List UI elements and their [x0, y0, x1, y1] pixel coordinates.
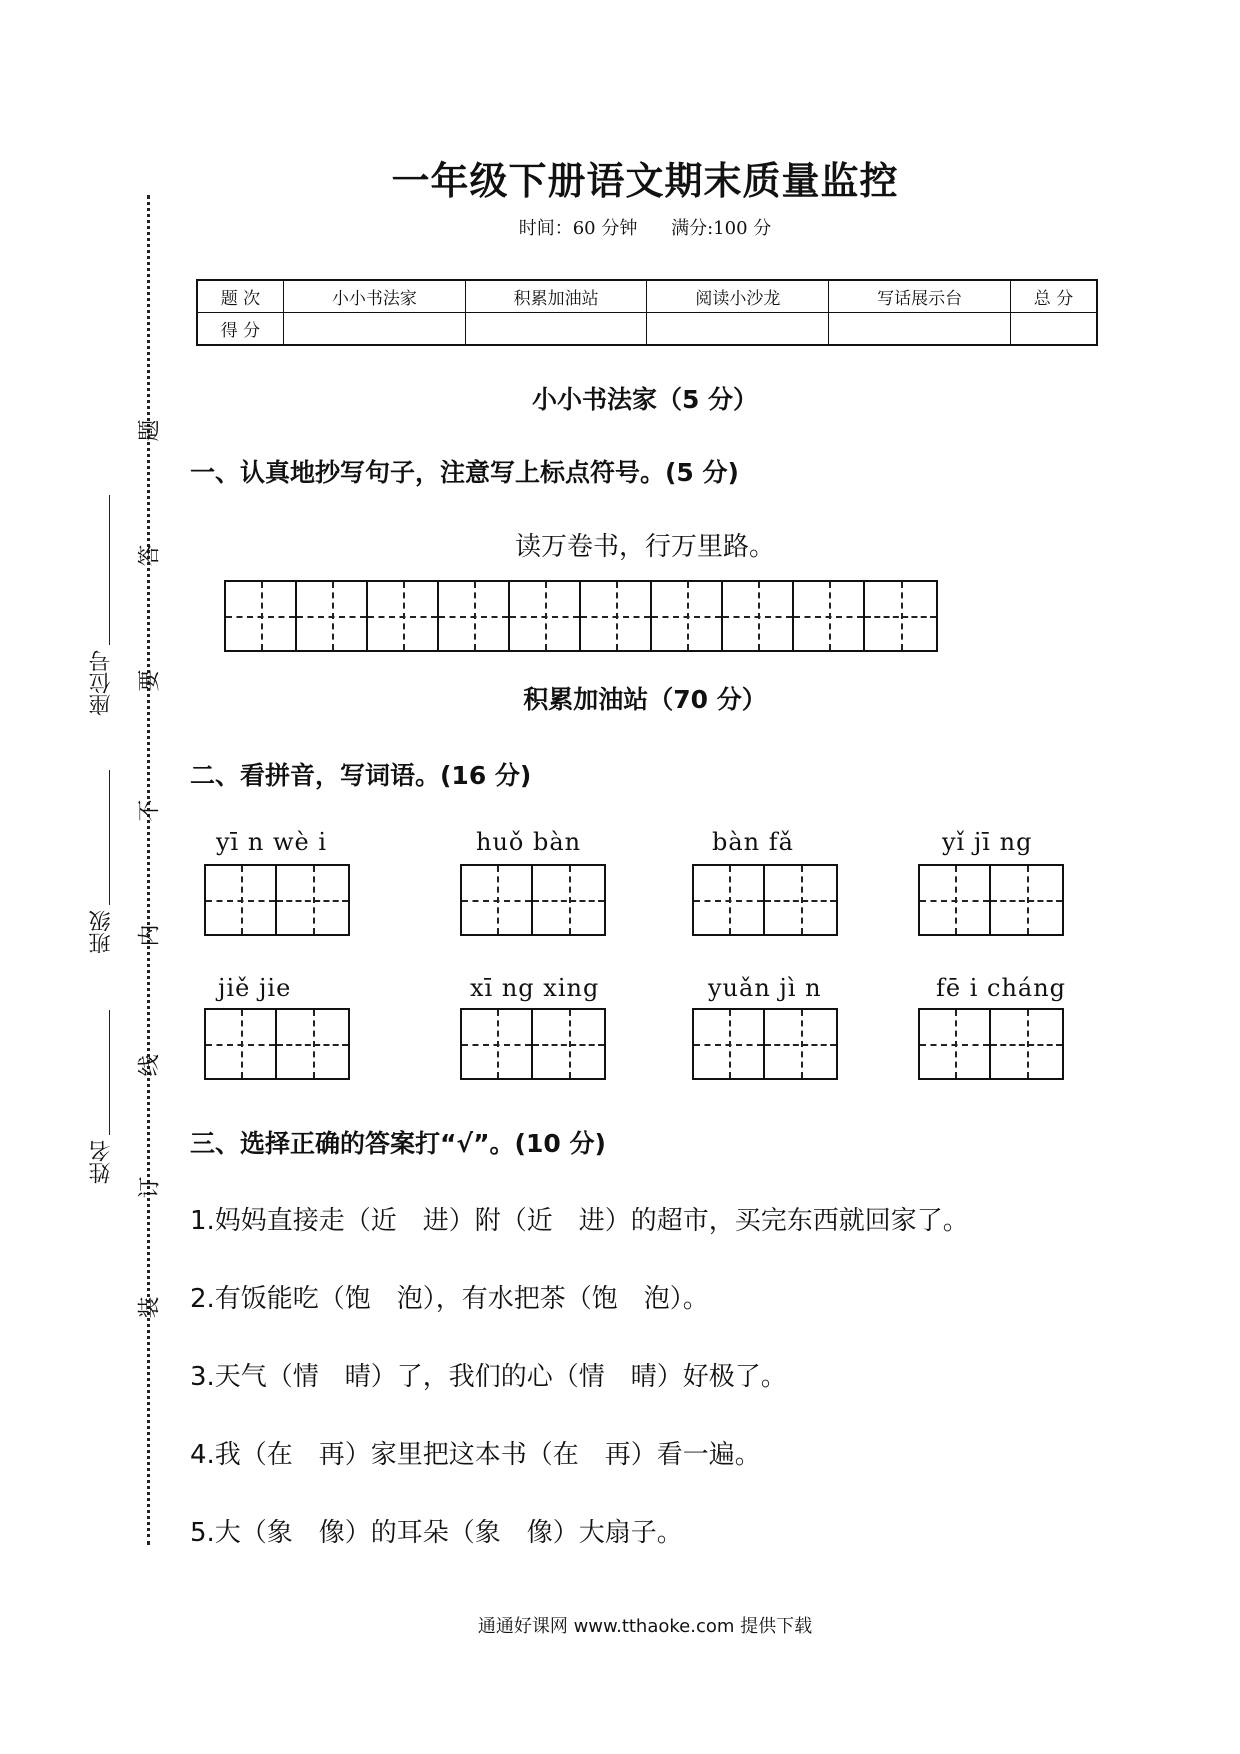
writing-cell[interactable] [462, 1010, 533, 1078]
score-table [196, 279, 1098, 346]
copy-writing-grid[interactable] [224, 580, 938, 652]
writing-cell[interactable] [694, 1010, 765, 1078]
writing-cell[interactable] [920, 1010, 991, 1078]
writing-cell[interactable] [226, 582, 297, 650]
pinyin-prompt: jiě jie [218, 974, 292, 1002]
page-title: 一年级下册语文期末质量监控 [391, 159, 899, 203]
word-writing-grid[interactable] [460, 1008, 606, 1080]
writing-cell[interactable] [206, 866, 277, 934]
pinyin-prompt: fē i cháng [936, 974, 1067, 1002]
word-writing-grid[interactable] [204, 1008, 350, 1080]
writing-cell[interactable] [368, 582, 439, 650]
word-writing-grid[interactable] [918, 864, 1064, 936]
score-table-cell: 总 分 [1011, 280, 1097, 313]
writing-cell[interactable] [297, 582, 368, 650]
margin-warning-char: 题 [137, 419, 163, 442]
pinyin-prompt: yī n wè i [216, 828, 327, 856]
writing-cell[interactable] [510, 582, 581, 650]
writing-cell[interactable] [206, 1010, 277, 1078]
writing-cell[interactable] [723, 582, 794, 650]
writing-cell[interactable] [533, 866, 604, 934]
choice-item[interactable]: 1.妈妈直接走（近 进）附（近 进）的超市，买完东西就回家了。 [190, 1206, 969, 1236]
name-underline [109, 1010, 110, 1135]
word-writing-grid[interactable] [460, 864, 606, 936]
writing-cell[interactable] [991, 866, 1062, 934]
pinyin-prompt: bàn fǎ [712, 828, 794, 856]
writing-cell[interactable] [277, 1010, 348, 1078]
writing-cell[interactable] [694, 866, 765, 934]
section-heading-calligraphy: 小小书法家（5 分） [531, 385, 759, 414]
choice-item[interactable]: 4.我（在 再）家里把这本书（在 再）看一遍。 [190, 1440, 761, 1470]
writing-cell[interactable] [277, 866, 348, 934]
word-writing-grid[interactable] [918, 1008, 1064, 1080]
score-table-score-row [197, 313, 1097, 346]
writing-cell[interactable] [991, 1010, 1062, 1078]
score-entry-cell[interactable] [829, 313, 1011, 346]
exam-info [0, 214, 1240, 240]
writing-cell[interactable] [794, 582, 865, 650]
writing-cell[interactable] [439, 582, 510, 650]
score-entry-cell[interactable] [465, 313, 647, 346]
score-table-header-row [197, 280, 1097, 313]
score-table-cell: 小小书法家 [283, 280, 465, 313]
question-3-heading: 三、选择正确的答案打“√”。(10 分) [190, 1129, 606, 1158]
writing-cell[interactable] [920, 866, 991, 934]
pinyin-prompt: yuǎn jì n [708, 974, 822, 1002]
writing-cell[interactable] [865, 582, 936, 650]
pinyin-prompt: yǐ jī ng [942, 828, 1033, 856]
page-footer: 通通好课网 www.tthaoke.com 提供下载 [477, 1616, 813, 1637]
name-label: 姓名 [89, 1140, 114, 1184]
writing-cell[interactable] [533, 1010, 604, 1078]
class-label: 班级 [89, 910, 114, 954]
score-entry-cell[interactable] [283, 313, 465, 346]
word-writing-grid[interactable] [692, 864, 838, 936]
seat-label: 座位号 [89, 650, 114, 716]
pinyin-prompt: huǒ bàn [476, 828, 582, 856]
score-table-cell: 写话展示台 [829, 280, 1011, 313]
question-1-heading: 一、认真地抄写句子，注意写上标点符号。(5 分) [190, 458, 739, 487]
exam-time: 时间：60 分钟 [518, 218, 638, 239]
copy-sentence: 读万卷书，行万里路。 [514, 532, 775, 562]
margin-warning-char: 线 [137, 1054, 163, 1077]
choice-item[interactable]: 2.有饭能吃（饱 泡），有水把茶（饱 泡）。 [190, 1284, 709, 1314]
writing-cell[interactable] [462, 866, 533, 934]
margin-warning-char: 装 [137, 1296, 163, 1319]
writing-cell[interactable] [765, 866, 836, 934]
score-table-cell: 题 次 [197, 280, 283, 313]
score-entry-cell[interactable] [1011, 313, 1097, 346]
seat-underline [109, 495, 110, 645]
margin-warning-char: 答 [137, 544, 163, 567]
score-table-cell: 积累加油站 [465, 280, 647, 313]
score-table-cell: 阅读小沙龙 [647, 280, 829, 313]
writing-cell[interactable] [765, 1010, 836, 1078]
section-heading-accumulation: 积累加油站（70 分） [523, 685, 767, 714]
choice-item[interactable]: 5.大（象 像）的耳朵（象 像）大扇子。 [190, 1518, 683, 1548]
score-entry-cell[interactable] [647, 313, 829, 346]
question-2-heading: 二、看拼音，写词语。(16 分) [190, 761, 532, 790]
class-underline [109, 770, 110, 905]
exam-full-score: 满分:100 分 [671, 218, 772, 239]
score-table-cell: 得 分 [197, 313, 283, 346]
word-writing-grid[interactable] [204, 864, 350, 936]
writing-cell[interactable] [652, 582, 723, 650]
word-writing-grid[interactable] [692, 1008, 838, 1080]
margin-warning-char: 不 [137, 799, 163, 822]
writing-cell[interactable] [581, 582, 652, 650]
margin-warning-char: 要 [137, 669, 163, 692]
choice-item[interactable]: 3.天气（情 晴）了，我们的心（情 晴）好极了。 [190, 1362, 787, 1392]
margin-warning-char: 订 [137, 1176, 163, 1199]
margin-warning-char: 内 [137, 924, 163, 947]
pinyin-prompt: xī ng xing [470, 974, 600, 1002]
